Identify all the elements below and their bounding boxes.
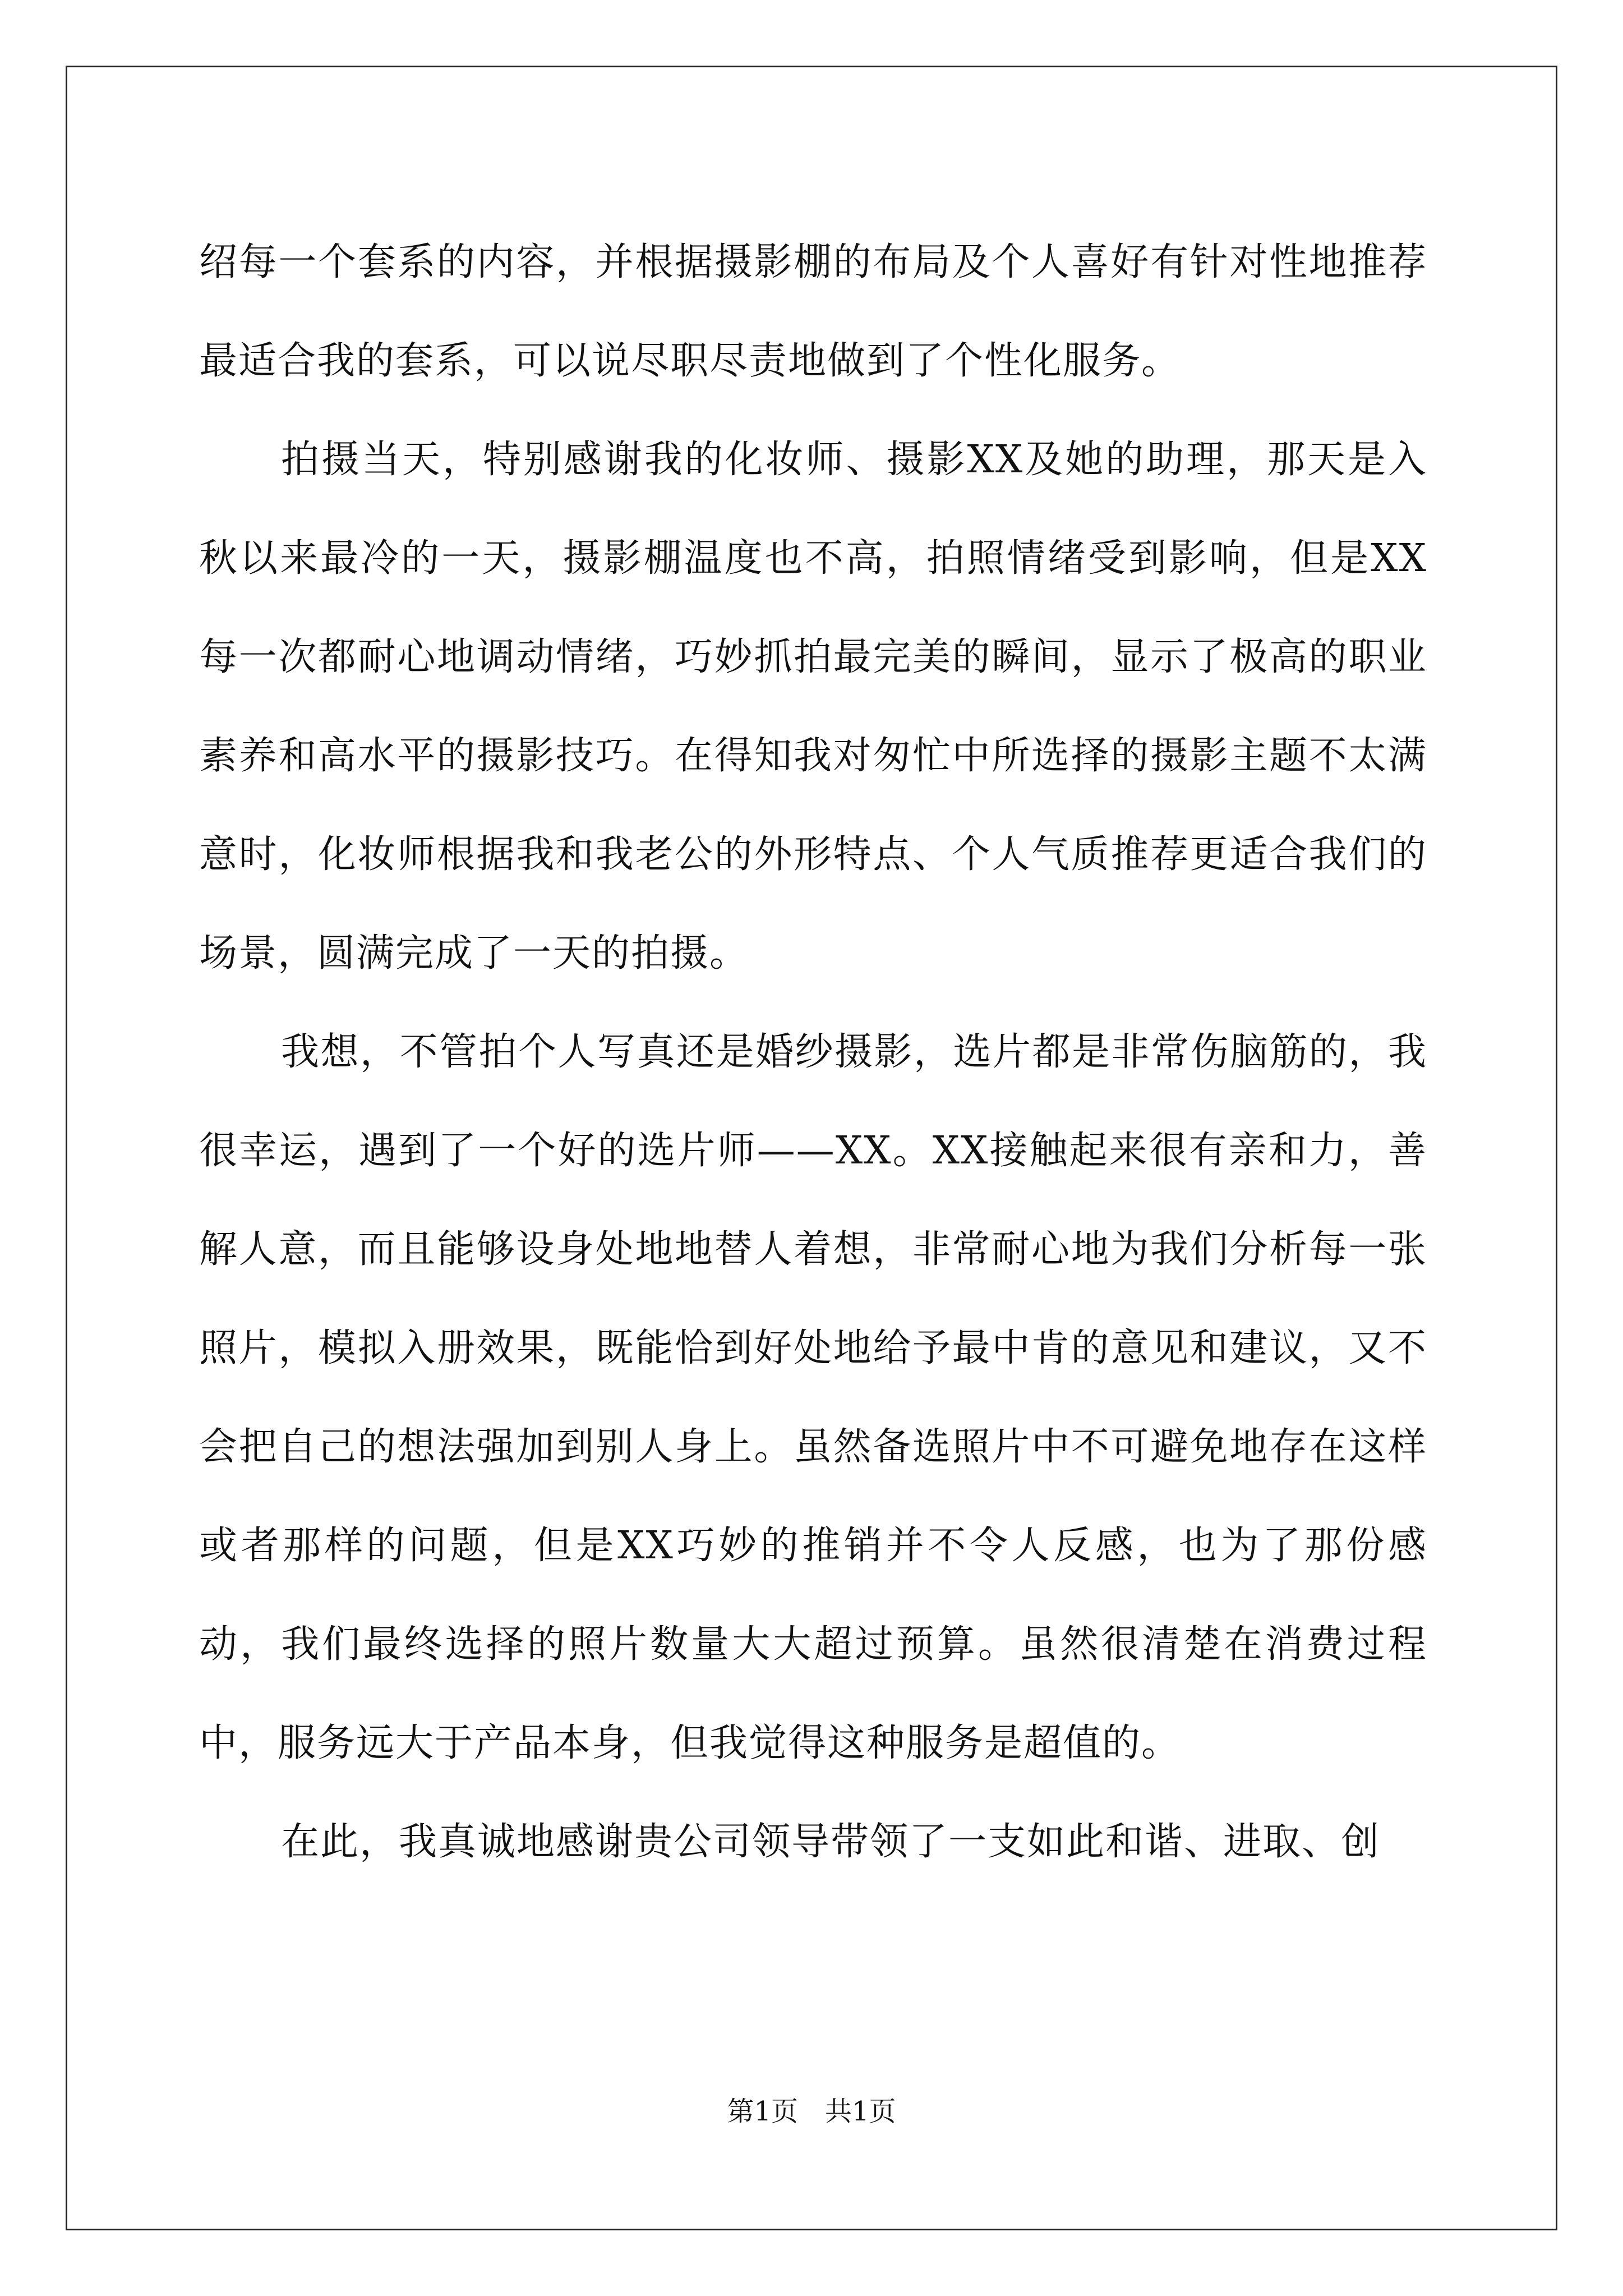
paragraph-1: 绍每一个套系的内容，并根据摄影棚的布局及个人喜好有针对性地推荐最适合我的套系，可以说尽职尽责地做到了个性化服务。 — [199, 240, 1427, 383]
page-footer: 第1页 共1页 — [727, 2096, 896, 2127]
document-body — [199, 213, 1427, 1892]
paragraph-2: 拍摄当天，特别感谢我的化妆师、摄影XX及她的助理，那天是入秋以来最冷的一天，摄影棚温度也不高，拍照情绪受到影响，但是XX每一次都耐心地调动情绪，巧妙抓拍最完美的瞬间，显示了极高的职业素养和高水平的摄影技巧。在得知我对匆忙中所选择的摄影主题不太满意时，化妆师根据我和我老公的外形特点、个人气质推荐更适合我们的场景，圆满完成了一天的拍摄。 — [199, 438, 1427, 976]
paragraph-4: 在此，我真诚地感谢贵公司领导带领了一支如此和谐、进取、创 — [281, 1820, 1381, 1864]
paragraph-3: 我想，不管拍个人写真还是婚纱摄影，选片都是非常伤脑筋的，我很幸运，遇到了一个好的选片师——XX。XX接触起来很有亲和力，善解人意，而且能够设身处地地替人着想，非常耐心地为我们分析每一张照片，模拟入册效果，既能恰到好处地给予最中肯的意见和建议，又不会把自己的想法强加到别人身上。虽然备选照片中不可避免地存在这样或者那样的问题，但是XX巧妙的推销并不令人反感，也为了那份感动，我们最终选择的照片数量大大超过预算。虽然很清楚在消费过程中，服务远大于产品本身，但我觉得这种服务是超值的。 — [199, 1030, 1427, 1765]
